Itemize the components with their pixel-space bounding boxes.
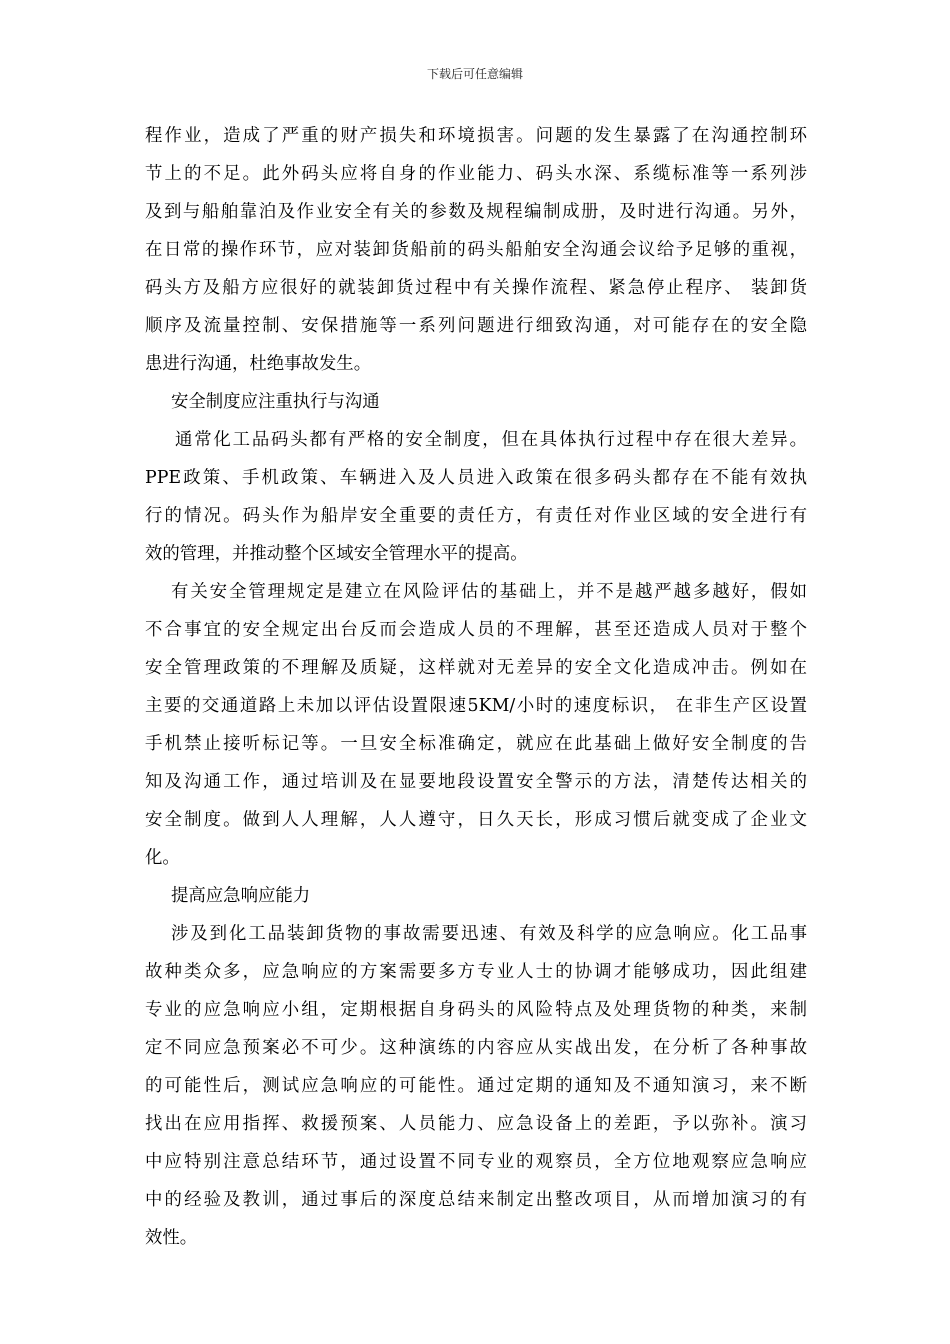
paragraph-line: 主要的交通道路上未加以评估设置限速5KM/小时的速度标识， 在非生产区设置 bbox=[145, 696, 807, 716]
paragraph-line: 专业的应急响应小组，定期根据自身码头的风险特点及处理货物的种类，来制 bbox=[145, 1000, 807, 1020]
paragraph-line: 效的管理，并推动整个区域安全管理水平的提高。 bbox=[145, 544, 528, 564]
paragraph-line: 顺序及流量控制、安保措施等一系列问题进行细致沟通，对可能存在的安全隐 bbox=[145, 316, 807, 336]
paragraph-line: 码头方及船方应很好的就装卸货过程中有关操作流程、紧急停止程序、 装卸货 bbox=[145, 278, 807, 298]
paragraph-line: 通常化工品码头都有严格的安全制度，但在具体执行过程中存在很大差异。 bbox=[175, 430, 807, 450]
paragraph-line: 知及沟通工作，通过培训及在显要地段设置安全警示的方法，清楚传达相关的 bbox=[145, 772, 807, 792]
paragraph-line: 程作业，造成了严重的财产损失和环境损害。问题的发生暴露了在沟通控制环 bbox=[145, 126, 807, 146]
page-header: 下载后可任意编辑 bbox=[426, 67, 523, 81]
section-heading: 提高应急响应能力 bbox=[171, 886, 311, 906]
paragraph-line: 中的经验及教训，通过事后的深度总结来制定出整改项目，从而增加演习的有 bbox=[145, 1190, 807, 1210]
paragraph-line: 不合事宜的安全规定出台反而会造成人员的不理解，甚至还造成人员对于整个 bbox=[145, 620, 807, 640]
paragraph-line: 节上的不足。此外码头应将自身的作业能力、码头水深、系缆标准等一系列涉 bbox=[145, 164, 807, 184]
paragraph-line: 效性。 bbox=[145, 1228, 198, 1248]
paragraph-line: 故种类众多，应急响应的方案需要多方专业人士的协调才能够成功，因此组建 bbox=[145, 962, 807, 982]
paragraph-line: 化。 bbox=[145, 848, 180, 868]
paragraph-line: 在日常的操作环节，应对装卸货船前的码头船舶安全沟通会议给予足够的重视， bbox=[145, 240, 807, 260]
paragraph-line: 及到与船舶靠泊及作业安全有关的参数及规程编制成册，及时进行沟通。另外， bbox=[145, 202, 807, 222]
paragraph-line: 行的情况。码头作为船岸安全重要的责任方，有责任对作业区域的安全进行有 bbox=[145, 506, 807, 526]
paragraph-line: 涉及到化工品装卸货物的事故需要迅速、有效及科学的应急响应。化工品事 bbox=[171, 924, 807, 944]
paragraph-line: 找出在应用指挥、救援预案、人员能力、应急设备上的差距，予以弥补。演习 bbox=[145, 1114, 807, 1134]
paragraph-line: PPE政策、手机政策、车辆进入及人员进入政策在很多码头都存在不能有效执 bbox=[145, 468, 807, 488]
paragraph-line: 中应特别注意总结环节，通过设置不同专业的观察员，全方位地观察应急响应 bbox=[145, 1152, 807, 1172]
section-heading: 安全制度应注重执行与沟通 bbox=[171, 392, 380, 412]
document-body bbox=[145, 117, 807, 1257]
paragraph-line: 有关安全管理规定是建立在风险评估的基础上，并不是越严越多越好，假如 bbox=[171, 582, 807, 602]
paragraph-line: 的可能性后，测试应急响应的可能性。通过定期的通知及不通知演习，来不断 bbox=[145, 1076, 807, 1096]
paragraph-line: 安全管理政策的不理解及质疑，这样就对无差异的安全文化造成冲击。例如在 bbox=[145, 658, 807, 678]
paragraph-line: 定不同应急预案必不可少。这种演练的内容应从实战出发，在分析了各种事故 bbox=[145, 1038, 807, 1058]
paragraph-line: 手机禁止接听标记等。一旦安全标准确定，就应在此基础上做好安全制度的告 bbox=[145, 734, 807, 754]
paragraph-line: 安全制度。做到人人理解，人人遵守，日久天长，形成习惯后就变成了企业文 bbox=[145, 810, 807, 830]
paragraph-line: 患进行沟通，杜绝事故发生。 bbox=[145, 354, 372, 374]
